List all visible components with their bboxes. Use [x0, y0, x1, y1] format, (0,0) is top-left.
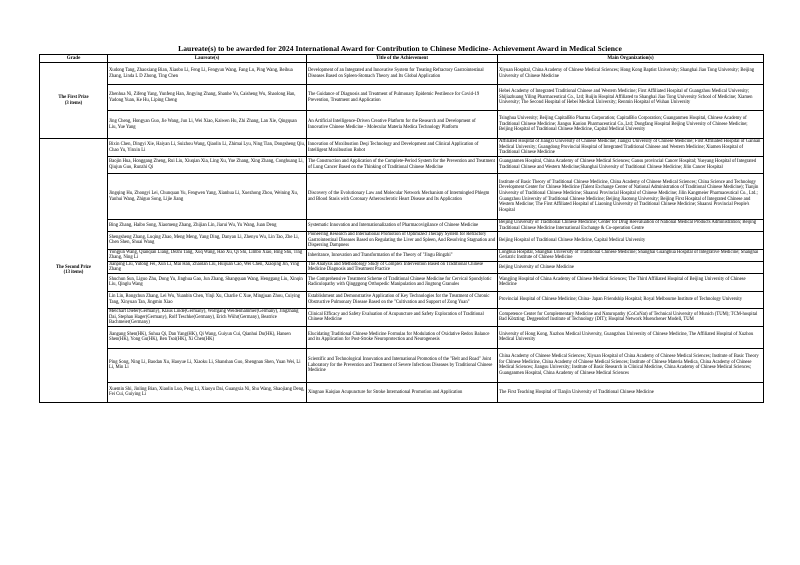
achievement-title-cell: Elucidating Traditional Chinese Medicine Formulas for Modulation of Oxidative Redox Balance and its Application for Post-Stroke Neuroprotection and Neurogenesis [307, 326, 498, 348]
table-row [40, 174, 764, 220]
table-row [40, 139, 764, 157]
table-row [40, 111, 764, 139]
achievement-title-cell: Inheritance, Innovation and Transformation of the Theory of "Jingu Bingzhi" [307, 249, 498, 261]
achievement-title-cell: Innovation of Moxibustion Deqi Technology and Development and Clinical Application of Intelligent Moxibustion Robot [307, 139, 498, 157]
header-laureates: Laureate(s) [108, 55, 307, 63]
awards-table [39, 54, 764, 403]
achievement-title-cell: The Analysis and Methodology Study of Complex Intervention Based on Traditional Chinese Medicine Diagnosis and Treatment Practice [307, 261, 498, 273]
organizations-cell: Competence Center for Complementary Medicine and Naturopathy (CoCoNat) of Technical University of Munich (TUM); TCM-hospital Bad Kötzting; Deggendorf Institute of Technology (DIT); Hospital Network Muenchener Modell, TUM [498, 308, 764, 326]
achievement-title-cell: Pioneering Research and International Promotion of Optimized Therapy System for Refractory Gastrointestinal Diseases Based on Regulating the Liver and Spleen, And Resolving Stagnation and Dispersing Dampness [307, 232, 498, 250]
page-title: Laureate(s) to be awarded for 2024 International Award for Contribution to Chinese Medicine- Achievement Award in Medical Science [178, 44, 622, 53]
table-row [40, 63, 764, 85]
achievement-title-cell: The Construction and Application of the Complete-Period System for the Prevention and Treatment of Lung Cancer Based on the Thinking of Traditional Chinese Medicine [307, 157, 498, 174]
table-row [40, 232, 764, 250]
laureates-cell: Bing Zhang, Haibo Song, Xiaomeng Zhang, Zhijian Lin, Jiarui Wu, Yu Wang, Juan Deng [108, 220, 307, 232]
achievement-title-cell: Development of an Integrated and Innovative System for Treating Refractory Gastrointestinal Diseases Based on Spleen-Stomach Theory and Its Global Application [307, 63, 498, 85]
table-row [40, 273, 764, 291]
laureates-cell: Jing Cheng, Hongyan Guo, Jie Wang, Jun Li, Wei Xiao, Kaiwen Hu, Zhi Zhang, Lan Xie, Qingquan Liu, Yue Yang [108, 111, 307, 139]
laureates-cell: Shengsheng Zhang, Luqing Zhao, Meng Meng, Yang Ding, Danyan Li, Zhenyu Wu, Lin Tao, Zhe Li, Chen Shen, Shuai Wang [108, 232, 307, 250]
achievement-title-cell: Clinical Efficacy and Safety Evaluation of Acupuncture and Safety Exploration of Traditional Chinese Medicine [307, 308, 498, 326]
organizations-cell: Tsinghua University; Beijing CapitalBio Pharma Corporation; CapitalBio Corporation; Guanganmen Hospital, Chinese Academy of Traditional Chinese Medicine; Jiangsu Kanion Pharmaceutical Co.,Ltd; Dongfang Hospital Beijing University of Chinese Medicine; Beijing Hospital of Traditional Chinese Medicine, Capital Medical University [498, 111, 764, 139]
organizations-cell: University of Hong Kong, Xuzhou Medical University, Guangzhou University of Chinese Medicine, The Affiliated Hospital of Xuzhou Medical University [498, 326, 764, 348]
achievement-title-cell: Establishment and Demonstrative Application of Key Technologies for the Treatment of Chronic Obstructive Pulmonary Disease Based on the "Cultivation and Support of Zong Yuan" [307, 291, 498, 308]
organizations-cell: Beijing University of Traditional Chinese Medicine; Center for Drug Reevaluation of National Medical Products Administration; Beijing Traditional Chinese Medicine International Exchange & Co-operation Centre [498, 220, 764, 232]
organizations-cell: Beijing University of Chinese Medicine [498, 261, 764, 273]
organizations-cell: Provincial Hospital of Chinese Medicine; China- Japan Friendship Hospital; Royal Melbourne Institute of Technology University [498, 291, 764, 308]
laureates-cell: Bixin Chen, Dingyi Xie, Haiyan Li, Suizhou Wang, Qiaolin Li, Zhimai Lyu, Ning Tian, Dongsheng Qiu, Chao Yu, Yinxin Li [108, 139, 307, 157]
header-title: Title of the Achievement [307, 55, 498, 63]
grade-cell [40, 139, 108, 403]
table-header-row [40, 55, 764, 63]
achievement-title-cell: Systematic Innovation and Internationalization of Pharmacovigilance of Chinese Medicine [307, 220, 498, 232]
organizations-cell: Wangjing Hospital of China Academy of Chinese Medical Sciences; The Third Affiliated Hospital of Beijing University of Chinese Medicine [498, 273, 764, 291]
organizations-cell: Affiliated Hospital of Jiangxi University of Chinese Medicine; Jiangxi University of Chinese Medicine; First Affiliated Hospital of Gannan Medical University; Guangdong Provincial Hospital of Integrated Traditional Chinese and Western Medicine; Xiamen Hospital of Traditional Chinese Medicine [498, 139, 764, 157]
achievement-title-cell: Xingnao Kaiqiao Acupuncture for Stroke International Promotion and Application [307, 382, 498, 402]
achievement-title-cell: Discovery of the Evolutionary Law and Molecular Network Mechanism of Intermingled Phlegm and Blood Stasis with Coronary Atherosclerotic Heart Disease and Its Application [307, 174, 498, 220]
achievement-title-cell: Scientific and Technological Innovation and International Promotion of the "Belt and Road" Joint Laboratory for the Prevention and Treatment of Severe Infectious Diseases by Traditional Chinese Medicine [307, 348, 498, 382]
achievement-title-cell: The Guidance of Diagnosis and Treatment of Pulmonary Epidemic Pestilence for Covid-19 Prevention, Treatment and Application [307, 85, 498, 111]
table-row [40, 308, 764, 326]
header-organizations: Main Organization(s) [498, 55, 764, 63]
laureates-cell: Xudong Tang, Zhaoxiang Bian, Xiaobo Li, Feng Li, Fengyun Wang, Fang Lu, Ping Wang, Beihua Zhang, Linda L D Zhong, Ting Chen [108, 63, 307, 85]
laureates-cell: Xuemin Shi, Jinling Bian, Xiaolin Luo, Peng Li, Xiaoyu Dai, Guangxia Ni, Shu Wang, Shaojiang Deng, Fei Cui, Guiying Li [108, 382, 307, 402]
organizations-cell: Xiyuan Hospital, China Academy of Chinese Medical Sciences; Hong Kong Baptist University; Shanghai Jiao Tong University; Beijing University of Chinese Medicine [498, 63, 764, 85]
achievement-title-cell: An Artificial Intelligence-Driven Creative Platform for the Research and Development of Innovative Chinese Medicine - Molecular Materia Medica Technology Platform [307, 111, 498, 139]
organizations-cell: The First Teaching Hospital of Tianjin University of Traditional Chinese Medicine [498, 382, 764, 402]
achievement-title-cell: The Comprehensive Treatment Scheme of Traditional Chinese Medicine for Cervical Spondylotic Radiculopathy with Qingggong Orthopedic Manipulation and Jingtong Granules [307, 273, 498, 291]
laureates-cell: Lin Lin, Rongchun Zhang, Lei Wu, Yuanbin Chen, Yinji Xu, Charlie C Xue, Mingjuan Zhou, Cuiying Tang, Xinyuan Tan, Jingmin Xiao [108, 291, 307, 308]
laureates-cell: Baojin Hua, Honggang Zheng, Rui Liu, Xiuqian Xia, Ling Xu, Yue Zhang, Xing Zhang, Conghuang Li, Qiujun Guo, Runzhi Qi [108, 157, 307, 174]
table-row [40, 326, 764, 348]
organizations-cell: China Academy of Chinese Medical Sciences; Xiyuan Hospital of China Academy of Chinese Medical Sciences; Institute of Basic Theory for Chinese Medicine, China Academy of Chinese Medical Sciences; Institute of Chinese Materia Medica, China Academy of Chinese Medical Sciences; Jiangsu University; Institute of Basic Research in Clinical Medicine, China Academy of Chinese Medical Sciences; Guanganmen Hospital, China Academy of Chinese Medical Sciences [498, 348, 764, 382]
laureates-cell: Zhenhua Ni, Zifeng Yang, Yunfeng Han, Jingying Zhang, Shanhe Yu, Caisheng Wu, Shaolong Han, Yadong Yuan, Ke Hu, Liping Cheng [108, 85, 307, 111]
organizations-cell: Institute of Basic Theory of Traditional Chinese Medicine, China Academy of Chinese Medical Sciences; China Science and Technology Development Center for Chinese Medicine (Talent Exchange Center of National Administration of Traditional Chinese Medicine); Tianjin University of Traditional Chinese Medicine; Shaanxi Provincial Hospital of Chinese Medicine; Jilin Kangmeier Pharmaceutical Co., Ltd.; Guangzhou University of Traditional Chinese Medicine; Beijing Jiaotong University; Beijing First Hospital of Integrated Chinese and Western Medicine; The First Affiliated Hospital of Liaoning University of Traditional Chinese Medicine; Shaanxi Provincial People's Hospital [498, 174, 764, 220]
grade-name: The First Prize [58, 94, 89, 100]
organizations-cell: Longhua Hospital, Shanghai University of Traditional Chinese Medicine; Shanghai Guanghua Hospital of Integrative Medicine; Shanghai Geriatric Institute of Chinese Medicine [498, 249, 764, 261]
organizations-cell: Hebei Academy of Integrated Traditional Chinese and Western Medicine; First Affiliated Hospital of Guangzhou Medical University; Shijiazhuang Yiling Pharmaceutical Co., Ltd; Ruijin Hospital Affiliated to Shanghai Jiao Tong University School of Medicine; Xiamen University; The Second Hospital of Hebei Medical University; Renmin Hospital of Wuhan University [498, 85, 764, 111]
table-row [40, 348, 764, 382]
grade-count: (3 items) [64, 100, 83, 106]
grade-count: (13 items) [63, 270, 84, 276]
table-row [40, 85, 764, 111]
organizations-cell: Guanganmen Hospital, China Academy of Chinese Medical Sciences; Gansu provincial Cancer Hospital; Yueyang Hospital of Integrated Traditional Chinese and Western Medicine;Shanghai University of Traditional Chinese Medicine; Jilin Cancer Hospital [498, 157, 764, 174]
laureates-cell: Jianping Liu, Yutong Fei, Xun Li, Mai Han, Zhaolan Liu, Huijuan Cao, Wei Chen, Xiaojing Jin, Ying Zhang [108, 261, 307, 273]
table-row [40, 382, 764, 402]
laureates-cell: Yongjun Wang, Qianqian Liang, Dezhi Tang, Xuq Wang, Hao Xu, Qi Shi, Limbo Xiao, Bing Shu, Ting Zhang, Ning Li [108, 249, 307, 261]
table-body [40, 63, 764, 403]
table-row [40, 157, 764, 174]
table-row [40, 249, 764, 261]
laureates-cell: Jingqing Hu, Zhongyi Lei, Chunquan Yu, Fengwen Yang, Xianhua Li, Xuezhong Zhou, Weining Xu, Yanhui Wang, Zhiguo Song, Lijie Jiang [108, 174, 307, 220]
laureates-cell: Shuchun Sun, Liguo Zhu, Dong Yu, Jinghua Gao, Jun Zhang, Shangquan Wang, Henggang Liu, Xinqin Liu, Qinglu Wang [108, 273, 307, 291]
table-row [40, 291, 764, 308]
laureates-cell: Ping Song, Ning Li, Baodan Xu, Haoyue Li, Xiaoku Li, Shanshan Guo, Shengnan Shen, Yuan Wei, Li Li, Min Li [108, 348, 307, 382]
laureates-cell: Melchart Dieter(Germany), Klaus Linde(Germany), Wolfgang Weidenhammer(Germany), Jingzhang Dai, Stephan Hager(Germany), Rolf Teschke(Germany), Erich Wühr(Germany), Beatrice Bachmeier(Germany) [108, 308, 307, 326]
table-row [40, 220, 764, 232]
laureates-cell: Jiangang Shen(HK), Suhua Qi, Dan Yang(HK), Qi Wang, Guiyun Cui, Qianhui Du(HK), Hansen Shen(HK), Yong Gu(HK), Ben Tsoi(HK), Xi Chen(HK) [108, 326, 307, 348]
grade-name: The Second Prize [56, 264, 91, 270]
organizations-cell: Beijing Hospital of Traditional Chinese Medicine, Capital Medical University [498, 232, 764, 250]
table-row [40, 261, 764, 273]
grade-cell [40, 63, 108, 139]
header-grade: Grade [40, 55, 108, 63]
